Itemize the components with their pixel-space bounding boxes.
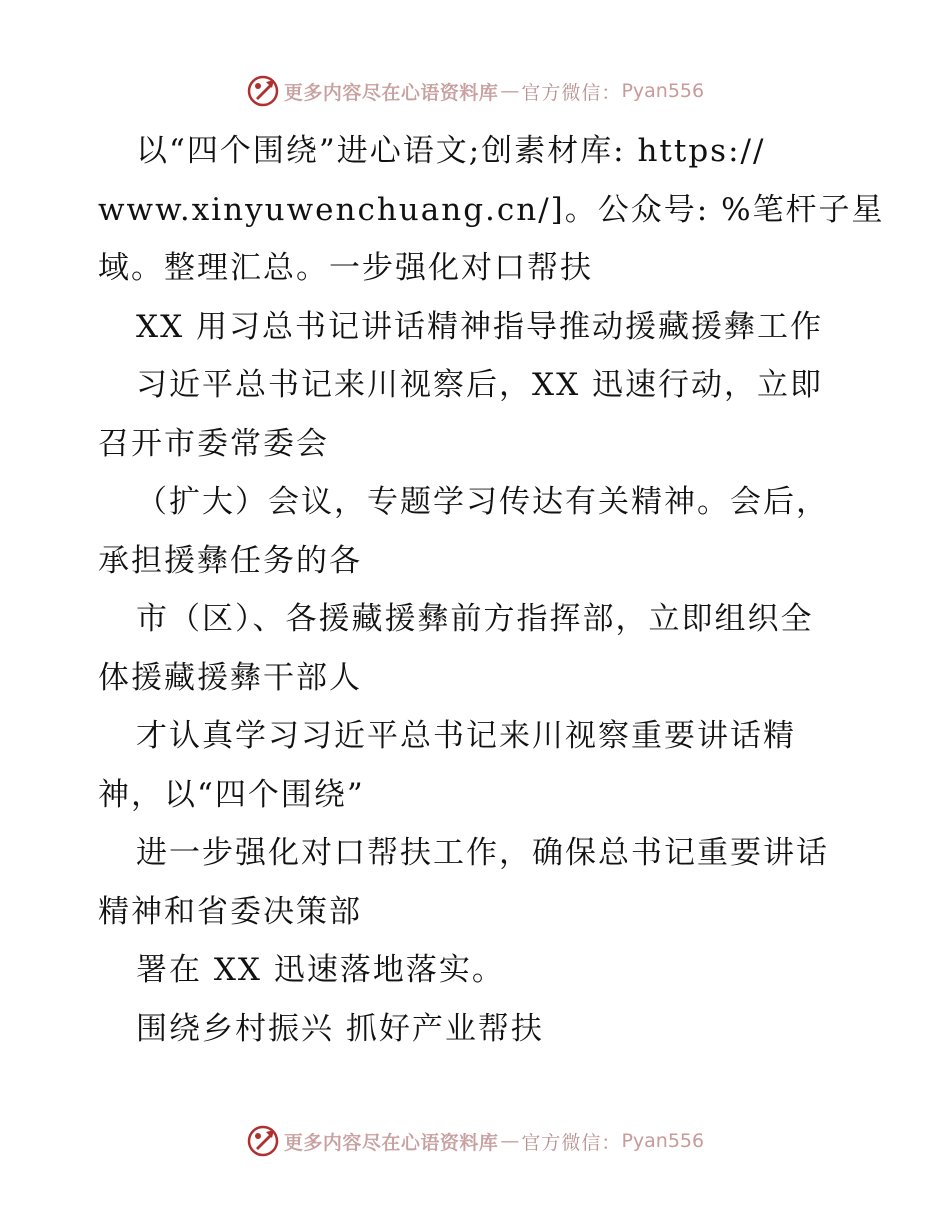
text-line: 精神和省委决策部 [98, 893, 362, 930]
header-separator: — [500, 80, 520, 102]
header-banner-text: 更多内容尽在心语资料库 [283, 81, 499, 104]
header-watermark-banner [0, 71, 950, 111]
section-heading: XX 用习总书记讲话精神指导推动援藏援彝工作 [136, 308, 823, 345]
header-wechat-label: 官方微信： [521, 81, 622, 104]
brand-logo-icon [246, 74, 280, 108]
text-line: 才认真学习习近平总书记来川视察重要讲话精 [136, 718, 796, 754]
footer-wechat-id: Pyan556 [621, 1130, 705, 1152]
text-line: 神，以“四个围绕” [98, 776, 365, 813]
text-line: www.xinyuwenchuang.cn/]。公众号: %笔杆子星 [98, 191, 885, 228]
text-line: 域。整理汇总。一步强化对口帮扶 [98, 250, 593, 286]
footer-separator: — [500, 1130, 520, 1152]
text-line: 署在 XX 迅速落地落实。 [136, 952, 505, 988]
footer-banner-text: 更多内容尽在心语资料库 [283, 1131, 499, 1154]
text-line: 承担援彝任务的各 [98, 542, 362, 579]
text-line: 召开市委常委会 [98, 425, 329, 462]
footer-watermark-banner [0, 1121, 950, 1161]
document-body [98, 122, 885, 1058]
text-line: （扩大）会议，专题学习传达有关精神。会后， [136, 484, 829, 520]
text-line: 习近平总书记来川视察后，XX 迅速行动，立即 [136, 367, 823, 403]
text-line: 进一步强化对口帮扶工作，确保总书记重要讲话 [136, 835, 829, 871]
header-wechat-id: Pyan556 [621, 80, 705, 102]
text-line: 市（区）、各援藏援彝前方指挥部，立即组织全 [136, 601, 814, 637]
brand-logo-icon [246, 1124, 280, 1158]
footer-wechat-label: 官方微信： [521, 1131, 622, 1154]
section-heading: 围绕乡村振兴 抓好产业帮扶 [136, 1010, 544, 1047]
text-line: 以“四个围绕”进心语文;创素材库: https:// [136, 133, 766, 169]
text-line: 体援藏援彝干部人 [98, 659, 362, 696]
